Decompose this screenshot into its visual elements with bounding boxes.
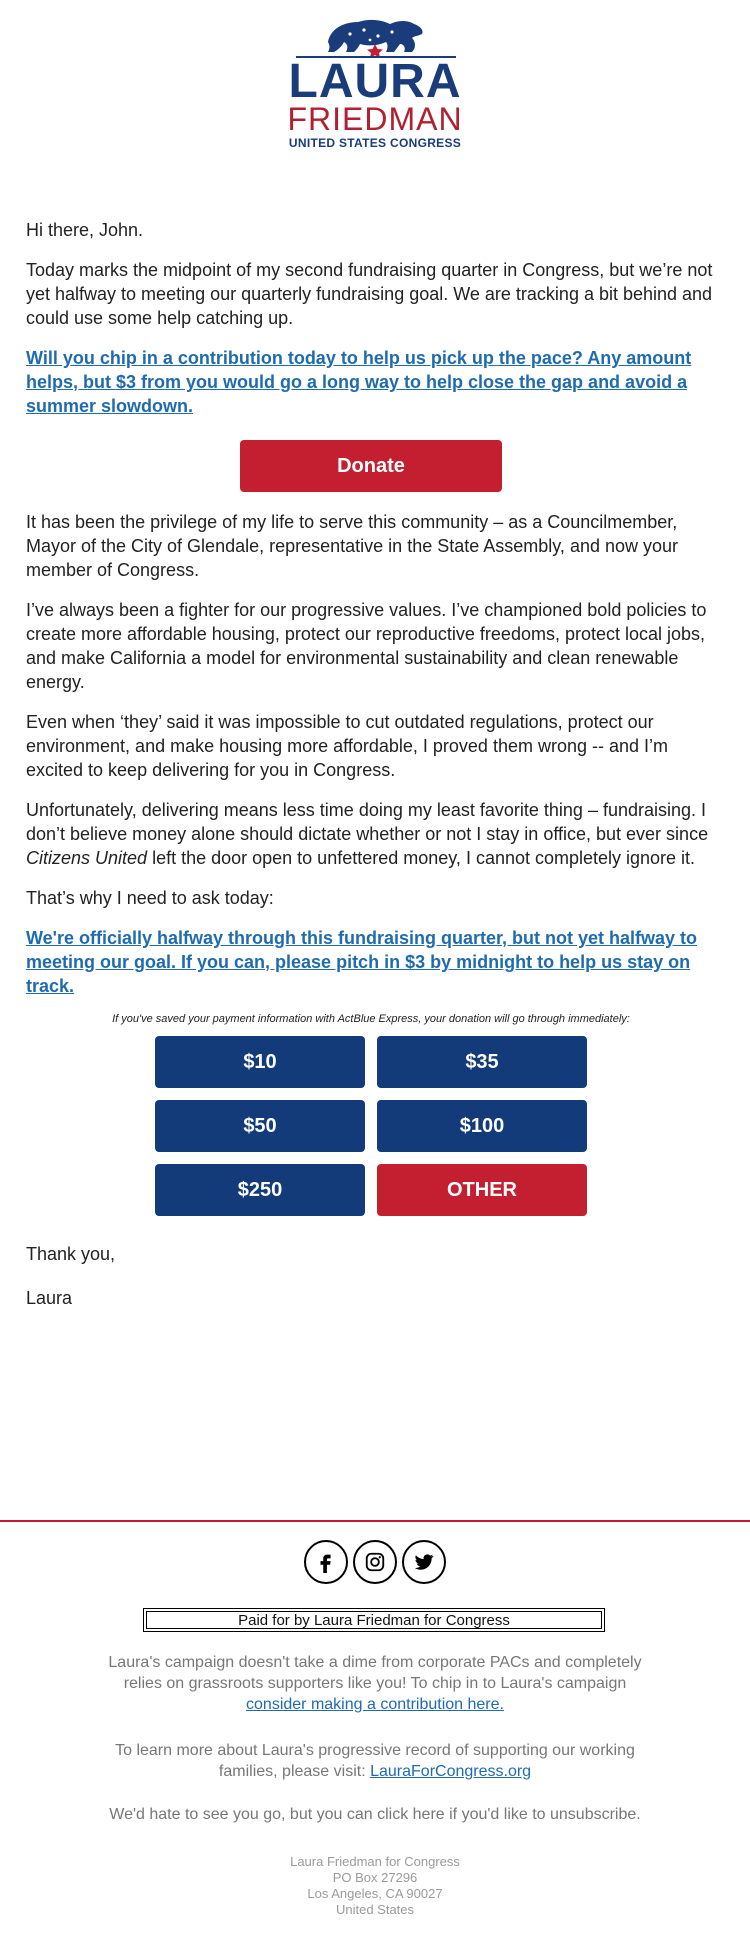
amount-button-35[interactable]: $35 [377, 1036, 587, 1088]
paragraph-midpoint: Today marks the midpoint of my second fundraising quarter in Congress, but we’re not yet halfway to meeting our quarterly fundraising goal. We are tracking a bit behind and could use some help catching up. [26, 260, 713, 328]
amount-button-10[interactable]: $10 [155, 1036, 365, 1088]
paragraph-privilege: It has been the privilege of my life to serve this community – as a Councilmember, Mayor of the City of Glendale, representative in the State Assembly, and now your member of Congress. [26, 512, 679, 580]
donate-button[interactable]: Donate [240, 440, 502, 492]
greeting: Hi there, John. [26, 220, 144, 240]
bear-logo-wrap [0, 12, 750, 58]
contribution-link[interactable]: consider making a contribution here. [246, 1696, 504, 1713]
address-line: PO Box 27296 [332, 1870, 418, 1885]
learn-text: To learn more about Laura's progressive record of supporting our working families, please visit: [115, 1742, 635, 1780]
email-body [26, 218, 716, 1330]
paragraph-fundraising-part2: left the door open to unfettered money, I cannot completely ignore it. [147, 848, 696, 868]
facebook-icon[interactable] [304, 1540, 348, 1584]
paid-for-box [143, 1608, 605, 1632]
donation-amounts-grid [155, 1036, 587, 1216]
mailing-address [0, 1854, 750, 1918]
amount-button-50[interactable]: $50 [155, 1100, 365, 1152]
website-link[interactable]: LauraForCongress.org [370, 1763, 532, 1780]
bear-icon [320, 12, 430, 58]
paragraph-fighter: I’ve always been a fighter for our progressive values. I’ve championed bold policies to create more affordable housing, protect our reproductive freedoms, protect local jobs, and make California a model for environmental sustainability and clean renewable energy. [26, 600, 707, 692]
amount-button-100[interactable]: $100 [377, 1100, 587, 1152]
instagram-icon[interactable] [353, 1540, 397, 1584]
thanks-text: Thank you, [26, 1244, 116, 1264]
amount-button-250[interactable]: $250 [155, 1164, 365, 1216]
address-line: Los Angeles, CA 90027 [307, 1886, 443, 1901]
footer-divider [0, 1520, 750, 1522]
closing [26, 1242, 716, 1310]
signature: Laura [26, 1288, 73, 1308]
cta-link-halfway[interactable]: We're officially halfway through this fundraising quarter, but not yet halfway to meeting our goal. If you can, please pitch in $3 by midnight to help us stay on track. [26, 928, 698, 996]
unsubscribe-text[interactable]: We'd hate to see you go, but you can click here if you'd like to unsubscribe. [109, 1806, 641, 1823]
social-links [304, 1540, 446, 1584]
cta-link-chip-in[interactable]: Will you chip in a contribution today to help us pick up the pace? Any amount helps, but $3 from you would go a long way to help close the gap and avoid a summer slowdown. [26, 348, 692, 416]
paragraph-fundraising-part1: Unfortunately, delivering means less time doing my least favorite thing – fundraising. I don’t believe money alone should dictate whether or not I stay in office, but ever since [26, 800, 709, 844]
paragraph-ask: That’s why I need to ask today: [26, 888, 274, 908]
citizens-united-text: Citizens United [26, 848, 148, 868]
paid-for-text: Paid for by Laura Friedman for Congress [146, 1611, 602, 1629]
learn-more-notice [95, 1740, 655, 1782]
logo-subtitle: UNITED STATES CONGRESS [288, 136, 462, 150]
twitter-icon[interactable] [402, 1540, 446, 1584]
logo-last-name: FRIEDMAN [287, 101, 463, 137]
amount-button-other[interactable]: OTHER [377, 1164, 587, 1216]
actblue-express-note: If you've saved your payment information with ActBlue Express, your donation will go through immediately: [112, 1013, 630, 1025]
pac-text: Laura's campaign doesn't take a dime from corporate PACs and completely relies on grassroots supporters like you! To chip in to Laura's campaign [108, 1654, 642, 1692]
paragraph-they-said: Even when ‘they’ said it was impossible to cut outdated regulations, protect our environment, and make housing more affordable, I proved them wrong -- and I’m excited to keep delivering for you in Congress. [26, 712, 669, 780]
address-line: United States [335, 1902, 415, 1917]
paragraph-fundraising [26, 798, 716, 870]
address-line: Laura Friedman for Congress [290, 1854, 460, 1869]
pac-notice [95, 1652, 655, 1715]
logo-first-name: LAURA [288, 55, 462, 108]
